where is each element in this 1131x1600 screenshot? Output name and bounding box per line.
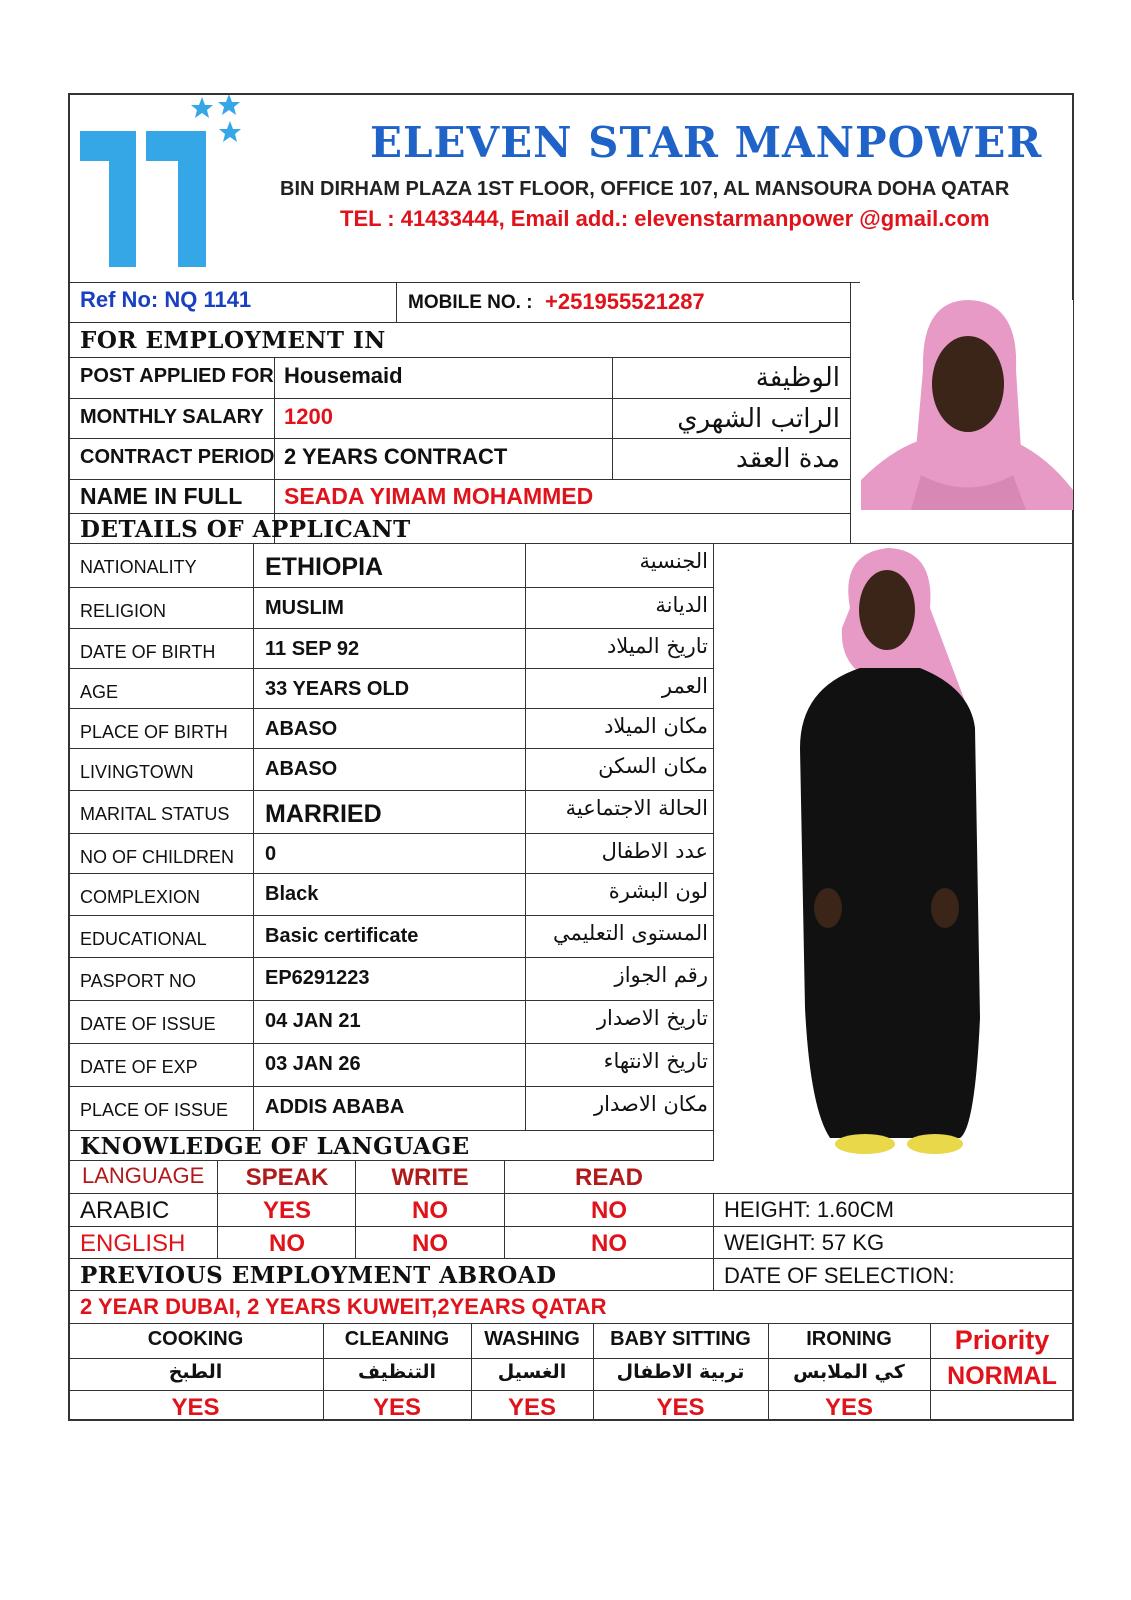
language-col-header: LANGUAGE	[82, 1163, 205, 1188]
details-heading: DETAILS OF APPLICANT	[80, 516, 411, 543]
applicant-full-name: SEADA YIMAM MOHAMMED	[284, 483, 594, 509]
email-link[interactable]: elevenstarmanpower @gmail.com	[634, 206, 990, 231]
skill-name: COOKING	[147, 1328, 244, 1350]
passport-photo	[861, 300, 1073, 510]
detail-value: MUSLIM	[265, 597, 344, 619]
company-address: BIN DIRHAM PLAZA 1ST FLOOR, OFFICE 107, AL MANSOURA DOHA QATAR	[280, 178, 1010, 200]
skill-name: CLEANING	[344, 1328, 450, 1350]
language-read: NO	[591, 1230, 627, 1257]
detail-label: COMPLEXION	[80, 887, 201, 907]
detail-value: EP6291223	[265, 967, 370, 989]
previous-employment-text: 2 YEAR DUBAI, 2 YEARS KUWEIT,2YEARS QATAR	[80, 1294, 607, 1319]
detail-label: PLACE OF ISSUE	[80, 1100, 229, 1120]
detail-arabic-label: المستوى التعليمي	[552, 921, 708, 945]
skill-arabic-name: الطبخ	[168, 1361, 223, 1383]
skill-arabic-name: تربية الاطفال	[616, 1361, 745, 1383]
skill-value: YES	[656, 1394, 705, 1421]
employment-value: 1200	[284, 404, 333, 429]
skill-arabic-name: كي الملابس	[793, 1361, 905, 1383]
read-col-header: READ	[574, 1164, 643, 1191]
detail-value: 0	[265, 843, 277, 865]
employment-arabic-label: الراتب الشهري	[677, 404, 840, 434]
name-in-full-label: NAME IN FULL	[80, 483, 243, 509]
language-speak: NO	[269, 1230, 305, 1257]
detail-value: 33 YEARS OLD	[265, 678, 410, 700]
mobile-label: MOBILE NO. :	[408, 292, 533, 313]
detail-label: AGE	[80, 682, 119, 702]
skill-name: WASHING	[484, 1328, 580, 1350]
employment-label: MONTHLY SALARY	[80, 406, 264, 428]
detail-value: ABASO	[265, 758, 338, 780]
detail-arabic-label: مكان الاصدار	[594, 1092, 708, 1116]
detail-label: EDUCATIONAL	[80, 929, 207, 949]
skill-value: YES	[171, 1394, 220, 1421]
detail-arabic-label: العمر	[661, 674, 708, 698]
speak-col-header: SPEAK	[245, 1164, 329, 1191]
detail-label: NO OF CHILDREN	[80, 847, 235, 867]
height-value: HEIGHT: 1.60CM	[724, 1197, 894, 1222]
company-name: ELEVEN STAR MANPOWER	[370, 118, 1043, 167]
detail-value: 03 JAN 26	[265, 1053, 361, 1075]
detail-arabic-label: الجنسية	[639, 549, 708, 573]
priority-label: Priority	[954, 1325, 1050, 1355]
employment-value: Housemaid	[284, 363, 403, 388]
detail-arabic-label: تاريخ الانتهاء	[603, 1049, 708, 1073]
detail-arabic-label: مكان السكن	[598, 754, 708, 778]
weight-value: WEIGHT: 57 KG	[724, 1230, 885, 1255]
employment-label: POST APPLIED FOR	[80, 365, 274, 387]
skill-name: IRONING	[806, 1328, 892, 1350]
detail-value: 04 JAN 21	[265, 1010, 361, 1032]
detail-label: NATIONALITY	[80, 557, 197, 577]
detail-arabic-label: رقم الجواز	[614, 963, 708, 987]
mobile-number: +251955521287	[545, 289, 705, 314]
skill-arabic-name: التنظيف	[357, 1361, 437, 1383]
company-contact	[340, 206, 990, 232]
employment-arabic-label: الوظيفة	[755, 363, 840, 393]
detail-arabic-label: مكان الميلاد	[604, 714, 708, 738]
skill-name: BABY SITTING	[610, 1328, 751, 1350]
detail-arabic-label: الديانة	[655, 593, 708, 617]
detail-label: RELIGION	[80, 601, 167, 621]
detail-value: MARRIED	[265, 800, 382, 828]
detail-label: PLACE OF BIRTH	[80, 722, 228, 742]
employment-heading: FOR EMPLOYMENT IN	[80, 327, 386, 354]
language-write: NO	[412, 1230, 448, 1257]
skill-value: YES	[507, 1394, 557, 1421]
detail-label: LIVINGTOWN	[80, 762, 194, 782]
detail-label: DATE OF BIRTH	[80, 642, 216, 662]
telephone-text: TEL : 41433444, Email add.:	[340, 206, 635, 231]
employment-value: 2 YEARS CONTRACT	[284, 444, 508, 469]
detail-value: Basic certificate	[265, 925, 419, 947]
write-col-header: WRITE	[391, 1164, 469, 1191]
detail-label: PASPORT NO	[80, 971, 197, 991]
language-name: ARABIC	[80, 1197, 170, 1224]
ref-number: Ref No: NQ 1141	[80, 287, 252, 312]
language-read: NO	[591, 1197, 627, 1224]
detail-arabic-label: عدد الاطفال	[601, 839, 708, 863]
skill-value: YES	[372, 1394, 422, 1421]
detail-value: ADDIS ABABA	[265, 1096, 405, 1118]
language-write: NO	[412, 1197, 448, 1224]
skill-value: YES	[824, 1394, 874, 1421]
previous-employment-heading: PREVIOUS EMPLOYMENT ABROAD	[80, 1262, 557, 1289]
language-speak: YES	[262, 1197, 312, 1224]
detail-value: 11 SEP 92	[265, 638, 360, 660]
skill-arabic-name: الغسيل	[497, 1361, 567, 1383]
company-logo	[78, 95, 248, 270]
date-of-selection-label: DATE OF SELECTION:	[724, 1263, 955, 1288]
detail-arabic-label: الحالة الاجتماعية	[565, 796, 708, 820]
language-name: ENGLISH	[80, 1230, 186, 1257]
detail-label: MARITAL STATUS	[80, 804, 230, 824]
full-body-photo	[770, 548, 1020, 1160]
detail-value: ABASO	[265, 718, 338, 740]
detail-label: DATE OF ISSUE	[80, 1014, 216, 1034]
language-heading: KNOWLEDGE OF LANGUAGE	[80, 1133, 470, 1160]
priority-value: NORMAL	[947, 1362, 1057, 1390]
employment-label: CONTRACT PERIOD	[80, 446, 275, 468]
eleven-logo-icon	[78, 95, 248, 270]
detail-arabic-label: تاريخ الميلاد	[606, 634, 708, 658]
detail-value: ETHIOPIA	[265, 553, 384, 581]
detail-arabic-label: لون البشرة	[608, 879, 708, 903]
detail-value: Black	[265, 883, 319, 905]
employment-arabic-label: مدة العقد	[736, 444, 840, 474]
detail-arabic-label: تاريخ الاصدار	[596, 1006, 708, 1030]
detail-label: DATE OF EXP	[80, 1057, 198, 1077]
